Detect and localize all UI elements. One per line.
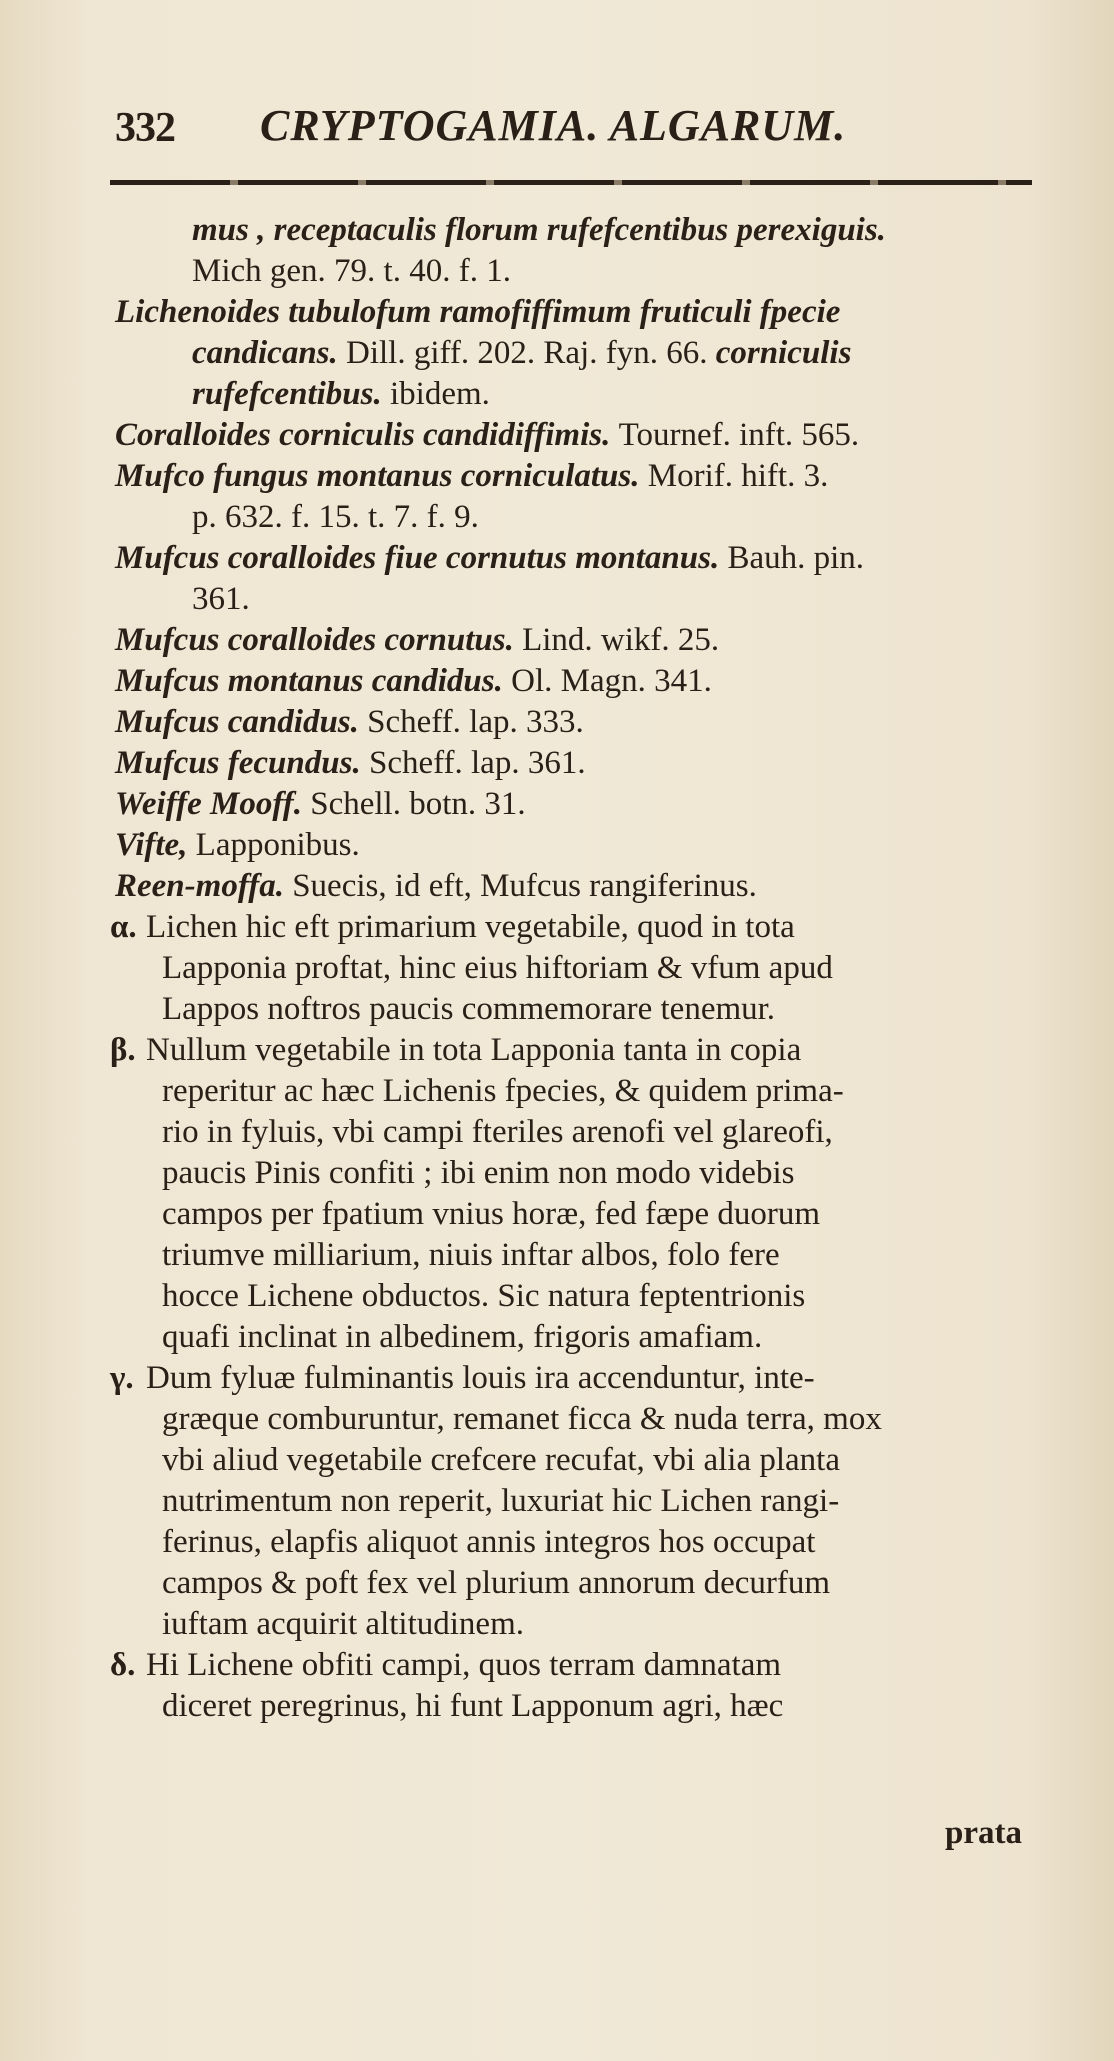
text-line [110, 1276, 1040, 1317]
text-line [110, 1645, 1040, 1686]
roman-segment: Morif. hift. 3. [647, 458, 829, 494]
roman-segment: Dum fyluæ fulminantis louis ira accenduntur, inte- [146, 1360, 815, 1396]
text-line [110, 1153, 1040, 1194]
roman-segment: campos per fpatium vnius horæ, fed fæpe duorum [162, 1196, 821, 1232]
roman-segment: reperitur ac hæc Lichenis fpecies, & quidem prima- [162, 1073, 844, 1109]
text-line [110, 989, 1040, 1030]
italic-segment: Lichenoides tubulofum ramofiffimum fruticuli fpecie [115, 294, 841, 330]
text-line [110, 661, 1040, 702]
roman-segment: Suecis, id eft, Mufcus rangiferinus. [292, 868, 757, 904]
roman-segment: græque comburuntur, remanet ficca & nuda terra, mox [162, 1401, 882, 1437]
text-line [110, 1440, 1040, 1481]
italic-segment: Weiffe Mooff. [115, 786, 311, 822]
paragraph-marker: β. [110, 1032, 136, 1068]
italic-segment: Mufcus fecundus. [115, 745, 369, 781]
italic-segment: Mufcus candidus. [115, 704, 368, 740]
text-line [110, 1112, 1040, 1153]
roman-segment: p. 632. f. 15. t. 7. f. 9. [192, 499, 479, 535]
text-line [110, 1563, 1040, 1604]
roman-segment: Nullum vegetabile in tota Lapponia tanta in copia [146, 1032, 802, 1068]
running-title: CRYPTOGAMIA. ALGARUM. [260, 101, 847, 150]
text-line [110, 333, 1040, 374]
catchword: prata [945, 1815, 1022, 1851]
roman-segment: Bauh. pin. [727, 540, 865, 576]
text-line [110, 1071, 1040, 1112]
roman-segment: paucis Pinis confiti ; ibi enim non modo videbis [162, 1155, 795, 1191]
italic-segment: Mufcus coralloides fiue cornutus montanus. [115, 540, 728, 576]
text-line [110, 620, 1040, 661]
roman-segment: Lichen hic eft primarium vegetabile, quod in tota [146, 909, 795, 945]
roman-segment: Ol. Magn. 341. [511, 663, 712, 699]
text-line [110, 1235, 1040, 1276]
text-line [110, 907, 1040, 948]
roman-segment: Lapponibus. [195, 827, 360, 863]
text-line [110, 1399, 1040, 1440]
italic-segment: Coralloides corniculis candidiffimis. [115, 417, 619, 453]
text-line [110, 415, 1040, 456]
text-line [110, 1317, 1040, 1358]
roman-segment: Hi Lichene obfiti campi, quos terram damnatam [146, 1647, 782, 1683]
roman-segment: Tournef. inft. 565. [618, 417, 860, 453]
text-line [110, 1481, 1040, 1522]
roman-segment: campos & poft fex vel plurium annorum decurfum [162, 1565, 831, 1601]
text-line [110, 292, 1040, 333]
text-line [110, 743, 1040, 784]
roman-segment: iuftam acquirit altitudinem. [162, 1606, 524, 1642]
roman-segment: Lind. wikf. 25. [522, 622, 720, 658]
italic-segment: mus , receptaculis florum rufefcentibus perexiguis. [192, 212, 886, 248]
roman-segment: ibidem. [390, 376, 490, 412]
roman-segment: hocce Lichene obductos. Sic natura feptentrionis [162, 1278, 806, 1314]
italic-segment: rufefcentibus. [192, 376, 390, 412]
paragraph-marker: α. [110, 909, 137, 945]
text-line [110, 579, 1040, 620]
roman-segment: rio in fyluis, vbi campi fteriles arenofi vel glareofi, [162, 1114, 833, 1150]
italic-segment: Mufco fungus montanus corniculatus. [115, 458, 648, 494]
roman-segment: quafi inclinat in albedinem, frigoris amafiam. [162, 1319, 763, 1355]
text-line [110, 497, 1040, 538]
text-line [110, 1686, 1040, 1727]
paragraph-marker: δ. [110, 1647, 136, 1683]
roman-segment: Dill. giff. 202. Raj. fyn. 66. [346, 335, 716, 371]
italic-segment: Vifte, [115, 827, 196, 863]
text-line [110, 702, 1040, 743]
roman-segment: Schell. botn. 31. [310, 786, 526, 822]
header-rule [110, 180, 1032, 185]
paragraph-marker: γ. [110, 1360, 134, 1396]
roman-segment: diceret peregrinus, hi funt Lapponum agri, hæc [162, 1688, 784, 1724]
roman-segment: nutrimentum non reperit, luxuriat hic Lichen rangi- [162, 1483, 840, 1519]
text-line [110, 1604, 1040, 1645]
text-line [110, 374, 1040, 415]
text-line [110, 456, 1040, 497]
text-line [110, 948, 1040, 989]
roman-segment: Lapponia proftat, hinc eius hiftoriam & vfum apud [162, 950, 833, 986]
italic-segment: Mufcus coralloides cornutus. [115, 622, 523, 658]
page-header [115, 100, 1035, 160]
roman-segment: Scheff. lap. 333. [367, 704, 584, 740]
roman-segment: Lappos noftros paucis commemorare tenemur. [162, 991, 776, 1027]
text-line [110, 1522, 1040, 1563]
text-line [110, 784, 1040, 825]
roman-segment: ferinus, elapfis aliquot annis integros hos occupat [162, 1524, 816, 1560]
text-line [110, 1358, 1040, 1399]
italic-segment: Mufcus montanus candidus. [115, 663, 512, 699]
italic-segment: candicans. [192, 335, 347, 371]
body-text [110, 210, 1040, 1727]
text-line [110, 866, 1040, 907]
roman-segment: vbi aliud vegetabile crefcere recufat, vbi alia planta [162, 1442, 840, 1478]
text-line [110, 1030, 1040, 1071]
page-number: 332 [115, 105, 175, 151]
roman-segment: triumve milliarium, niuis inftar albos, folo fere [162, 1237, 780, 1273]
italic-segment: Reen-moffa. [115, 868, 293, 904]
text-line [110, 1194, 1040, 1235]
text-line [110, 210, 1040, 251]
italic-segment: corniculis [715, 335, 852, 371]
roman-segment: 361. [192, 581, 250, 617]
text-line [110, 825, 1040, 866]
text-line [110, 538, 1040, 579]
roman-segment: Scheff. lap. 361. [368, 745, 586, 781]
roman-segment: Mich gen. 79. t. 40. f. 1. [192, 253, 511, 289]
text-line [110, 251, 1040, 292]
